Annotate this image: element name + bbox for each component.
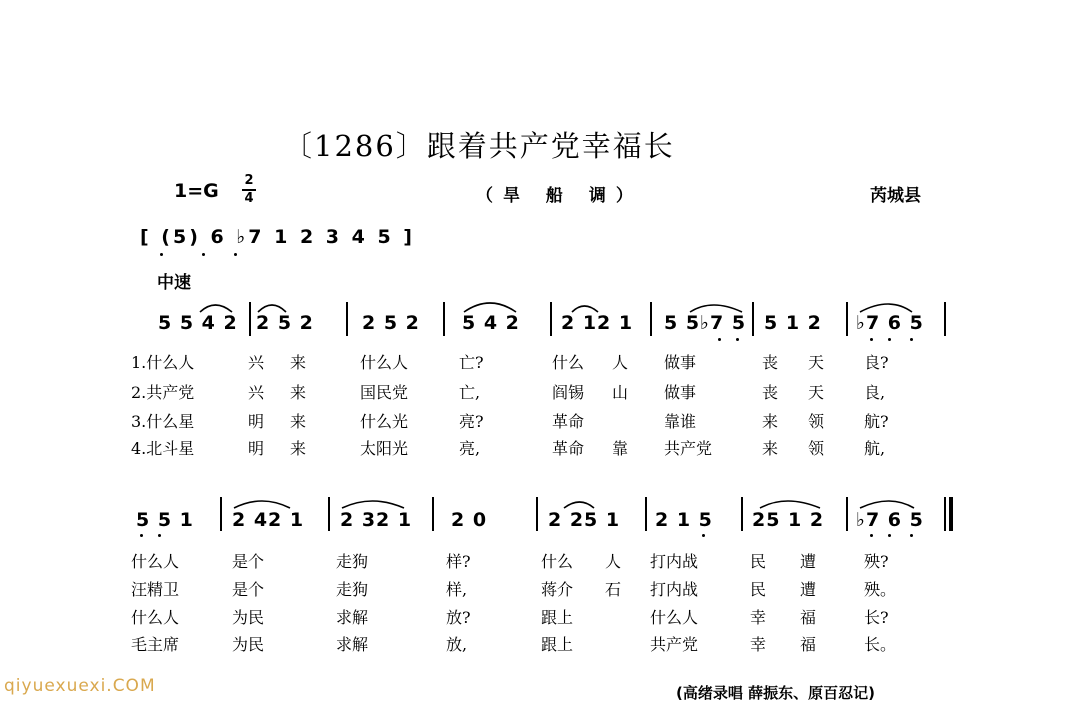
lyric-word: 跟上 bbox=[541, 608, 574, 627]
lyric-word: 什么 bbox=[552, 353, 585, 372]
lyric-word: 明 bbox=[248, 412, 265, 431]
lyric-word: 亡? bbox=[459, 353, 484, 372]
lyric-word: 求解 bbox=[336, 635, 369, 654]
octave-dot bbox=[910, 338, 913, 341]
lyric-word: 福 bbox=[800, 608, 817, 627]
lyric-word: 放? bbox=[446, 608, 471, 627]
lyric-word: 4.北斗星 bbox=[131, 439, 195, 458]
measure: 25 1 2 bbox=[752, 509, 825, 531]
performer-credit: (高绪录唱 薛振东、原百忍记) bbox=[676, 684, 875, 702]
slur bbox=[860, 304, 912, 312]
tempo-marking: 中速 bbox=[157, 273, 191, 293]
measure: 2 5 2 bbox=[256, 312, 314, 334]
lyric-word: 什么人 bbox=[360, 353, 409, 372]
lyric-word: 殃? bbox=[864, 552, 889, 571]
measure: 2 42 1 bbox=[232, 509, 305, 531]
measure: ♭7 6 5 bbox=[856, 509, 924, 531]
lyric-word: 幸 bbox=[750, 608, 767, 627]
octave-dot bbox=[158, 534, 161, 537]
lyric-word: 打内战 bbox=[650, 552, 699, 571]
octave-dot bbox=[140, 534, 143, 537]
lyric-word: 山 bbox=[612, 383, 629, 402]
lyric-word: 为民 bbox=[232, 608, 265, 627]
lyric-word: 走狗 bbox=[336, 580, 369, 599]
octave-dot bbox=[910, 534, 913, 537]
measure: 2 25 1 bbox=[548, 509, 621, 531]
lyric-word: 领 bbox=[808, 439, 825, 458]
measure: 2 1 5 bbox=[655, 509, 713, 531]
lyric-word: 国民党 bbox=[360, 383, 409, 402]
lyric-word: 是个 bbox=[232, 552, 265, 571]
lyric-word: 天 bbox=[808, 353, 825, 372]
slur bbox=[464, 303, 516, 312]
lyric-word: 靠谁 bbox=[664, 412, 697, 431]
key-signature: 1=G bbox=[174, 180, 219, 202]
lyric-word: 来 bbox=[290, 439, 307, 458]
lyric-word: 毛主席 bbox=[131, 635, 180, 654]
lyric-word: 天 bbox=[808, 383, 825, 402]
slur bbox=[564, 502, 594, 508]
lyric-word: 2.共产党 bbox=[131, 383, 195, 402]
intro-notes: [ (5) 6 ♭7 1 2 3 4 5 ] bbox=[140, 226, 415, 248]
lyric-word: 福 bbox=[800, 635, 817, 654]
lyric-word: 跟上 bbox=[541, 635, 574, 654]
lyric-word: 亮? bbox=[459, 412, 484, 431]
lyric-word: 靠 bbox=[612, 439, 629, 458]
site-watermark: qiyuexuexi.COM bbox=[4, 676, 156, 696]
lyric-word: 什么人 bbox=[131, 552, 180, 571]
measure: 2 5 2 bbox=[362, 312, 420, 334]
measure: 5 5 1 bbox=[136, 509, 194, 531]
lyric-word: 来 bbox=[762, 412, 779, 431]
lyric-word: 丧 bbox=[762, 383, 779, 402]
lyric-word: 走狗 bbox=[336, 552, 369, 571]
slur bbox=[690, 305, 742, 312]
lyric-word: 打内战 bbox=[650, 580, 699, 599]
lyric-word: 人 bbox=[612, 353, 629, 372]
lyric-word: 求解 bbox=[336, 608, 369, 627]
lyric-word: 3.什么星 bbox=[131, 412, 195, 431]
lyric-word: 幸 bbox=[750, 635, 767, 654]
lyric-word: 航? bbox=[864, 412, 889, 431]
lyric-word: 遭 bbox=[800, 580, 817, 599]
lyric-word: 丧 bbox=[762, 353, 779, 372]
octave-dot bbox=[870, 534, 873, 537]
lyric-word: 遭 bbox=[800, 552, 817, 571]
measure: 2 32 1 bbox=[340, 509, 413, 531]
lyric-word: 做事 bbox=[664, 353, 697, 372]
lyric-word: 领 bbox=[808, 412, 825, 431]
measure: ♭7 6 5 bbox=[856, 312, 924, 334]
measure: 5 4 2 bbox=[462, 312, 520, 334]
lyric-word: 为民 bbox=[232, 635, 265, 654]
octave-dot bbox=[160, 253, 163, 256]
lyric-word: 革命 bbox=[552, 412, 585, 431]
lyric-word: 亮, bbox=[459, 439, 481, 458]
lyric-word: 良? bbox=[864, 353, 889, 372]
lyric-word: 样, bbox=[446, 580, 468, 599]
lyric-word: 汪精卫 bbox=[131, 580, 180, 599]
measure: 2 0 bbox=[451, 509, 488, 531]
lyric-word: 共产党 bbox=[650, 635, 699, 654]
time-signature-top: 2 bbox=[244, 173, 254, 188]
lyric-word: 放, bbox=[446, 635, 468, 654]
lyric-word: 1.什么人 bbox=[131, 353, 195, 372]
measure: 2 12 1 bbox=[561, 312, 634, 334]
region-label: 芮城县 bbox=[870, 186, 921, 206]
measure: 5 1 2 bbox=[764, 312, 822, 334]
lyric-word: 是个 bbox=[232, 580, 265, 599]
octave-dot bbox=[736, 338, 739, 341]
slur bbox=[234, 501, 290, 508]
lyric-word: 长? bbox=[864, 608, 889, 627]
octave-dot bbox=[718, 338, 721, 341]
octave-dot bbox=[234, 253, 237, 256]
lyric-word: 明 bbox=[248, 439, 265, 458]
slur bbox=[342, 501, 404, 508]
measure: 5 5 4 2 bbox=[158, 312, 238, 334]
lyric-word: 样? bbox=[446, 552, 471, 571]
lyric-word: 民 bbox=[750, 580, 767, 599]
octave-dot bbox=[870, 338, 873, 341]
lyric-word: 人 bbox=[605, 552, 622, 571]
octave-dot bbox=[888, 534, 891, 537]
lyric-word: 阎锡 bbox=[552, 383, 585, 402]
slur bbox=[200, 305, 232, 312]
lyric-word: 共产党 bbox=[664, 439, 713, 458]
lyric-word: 什么人 bbox=[131, 608, 180, 627]
octave-dot bbox=[888, 338, 891, 341]
lyric-word: 殃。 bbox=[864, 580, 897, 599]
lyric-word: 什么人 bbox=[650, 608, 699, 627]
lyric-word: 民 bbox=[750, 552, 767, 571]
lyric-word: 兴 bbox=[248, 353, 265, 372]
measure: 5 5♭7 5 bbox=[664, 312, 747, 334]
lyric-word: 什么光 bbox=[360, 412, 409, 431]
lyric-word: 石 bbox=[605, 580, 622, 599]
lyric-word: 航, bbox=[864, 439, 886, 458]
lyric-word: 来 bbox=[762, 439, 779, 458]
lyric-word: 良, bbox=[864, 383, 886, 402]
slur bbox=[860, 501, 914, 508]
song-title: 〔1286〕跟着共产党幸福长 bbox=[283, 129, 675, 163]
lyric-word: 做事 bbox=[664, 383, 697, 402]
time-signature-bottom: 4 bbox=[244, 191, 254, 206]
lyric-word: 革命 bbox=[552, 439, 585, 458]
octave-dot bbox=[202, 253, 205, 256]
slur bbox=[258, 305, 286, 312]
lyric-word: 什么 bbox=[541, 552, 574, 571]
octave-dot bbox=[702, 534, 705, 537]
slur bbox=[572, 306, 598, 312]
lyric-word: 来 bbox=[290, 412, 307, 431]
lyric-word: 兴 bbox=[248, 383, 265, 402]
tune-style: （旱 船 调） bbox=[476, 186, 643, 206]
lyric-word: 来 bbox=[290, 383, 307, 402]
lyric-word: 来 bbox=[290, 353, 307, 372]
slur bbox=[760, 501, 820, 508]
lyric-word: 亡, bbox=[459, 383, 481, 402]
lyric-word: 长。 bbox=[864, 635, 897, 654]
lyric-word: 蒋介 bbox=[541, 580, 574, 599]
lyric-word: 太阳光 bbox=[360, 439, 409, 458]
